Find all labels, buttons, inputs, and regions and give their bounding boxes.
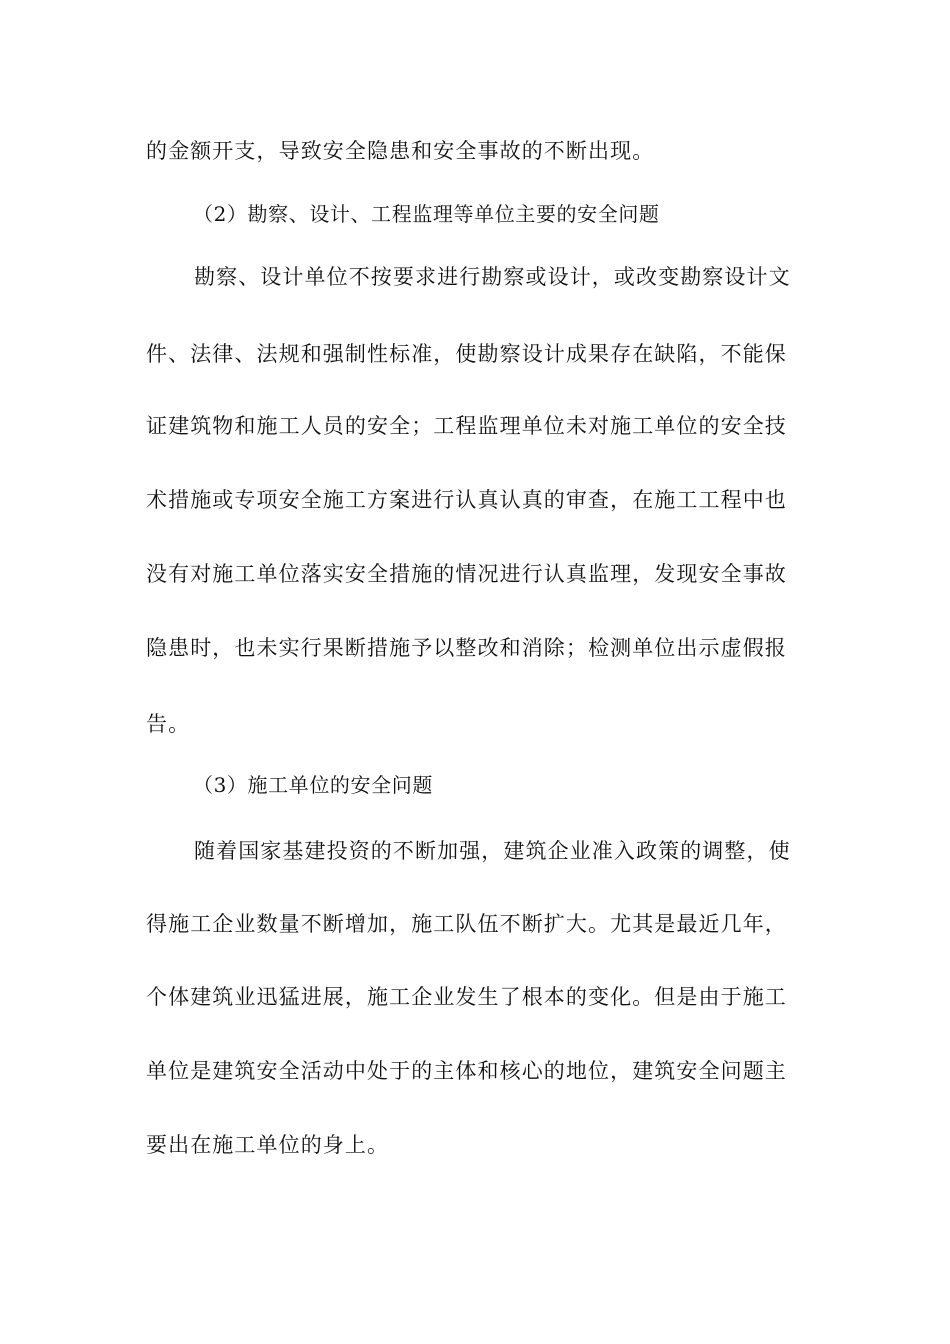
section-heading-3: （3）施工单位的安全问题 bbox=[193, 773, 433, 797]
paragraph-line: 没有对施工单位落实安全措施的情况进行认真监理，发现安全事故 bbox=[146, 562, 787, 586]
paragraph-line: 要出在施工单位的身上。 bbox=[146, 1133, 390, 1157]
paragraph-line: 个体建筑业迅猛进展，施工企业发生了根本的变化。但是由于施工 bbox=[146, 985, 787, 1009]
paragraph-line: 术措施或专项安全施工方案进行认真认真的审查，在施工工程中也 bbox=[146, 488, 787, 512]
paragraph-line: 的金额开支，导致安全隐患和安全事故的不断出现。 bbox=[146, 139, 655, 163]
paragraph-line: 证建筑物和施工人员的安全；工程监理单位未对施工单位的安全技 bbox=[146, 414, 787, 438]
paragraph-line: 件、法律、法规和强制性标准，使勘察设计成果存在缺陷，不能保 bbox=[146, 342, 787, 366]
section-heading-2: （2）勘察、设计、工程监理等单位主要的安全问题 bbox=[193, 202, 660, 226]
paragraph-line: 单位是建筑安全活动中处于的主体和核心的地位，建筑安全问题主 bbox=[146, 1059, 787, 1083]
paragraph-line: 隐患时，也未实行果断措施予以整改和消除；检测单位出示虚假报 bbox=[146, 636, 787, 660]
paragraph-line: 随着国家基建投资的不断加强，建筑企业准入政策的调整，使 bbox=[194, 839, 791, 863]
paragraph-line: 告。 bbox=[146, 712, 191, 736]
paragraph-line: 勘察、设计单位不按要求进行勘察或设计，或改变勘察设计文 bbox=[194, 265, 791, 289]
paragraph-line: 得施工企业数量不断增加，施工队伍不断扩大。尤其是最近几年， bbox=[146, 912, 787, 936]
